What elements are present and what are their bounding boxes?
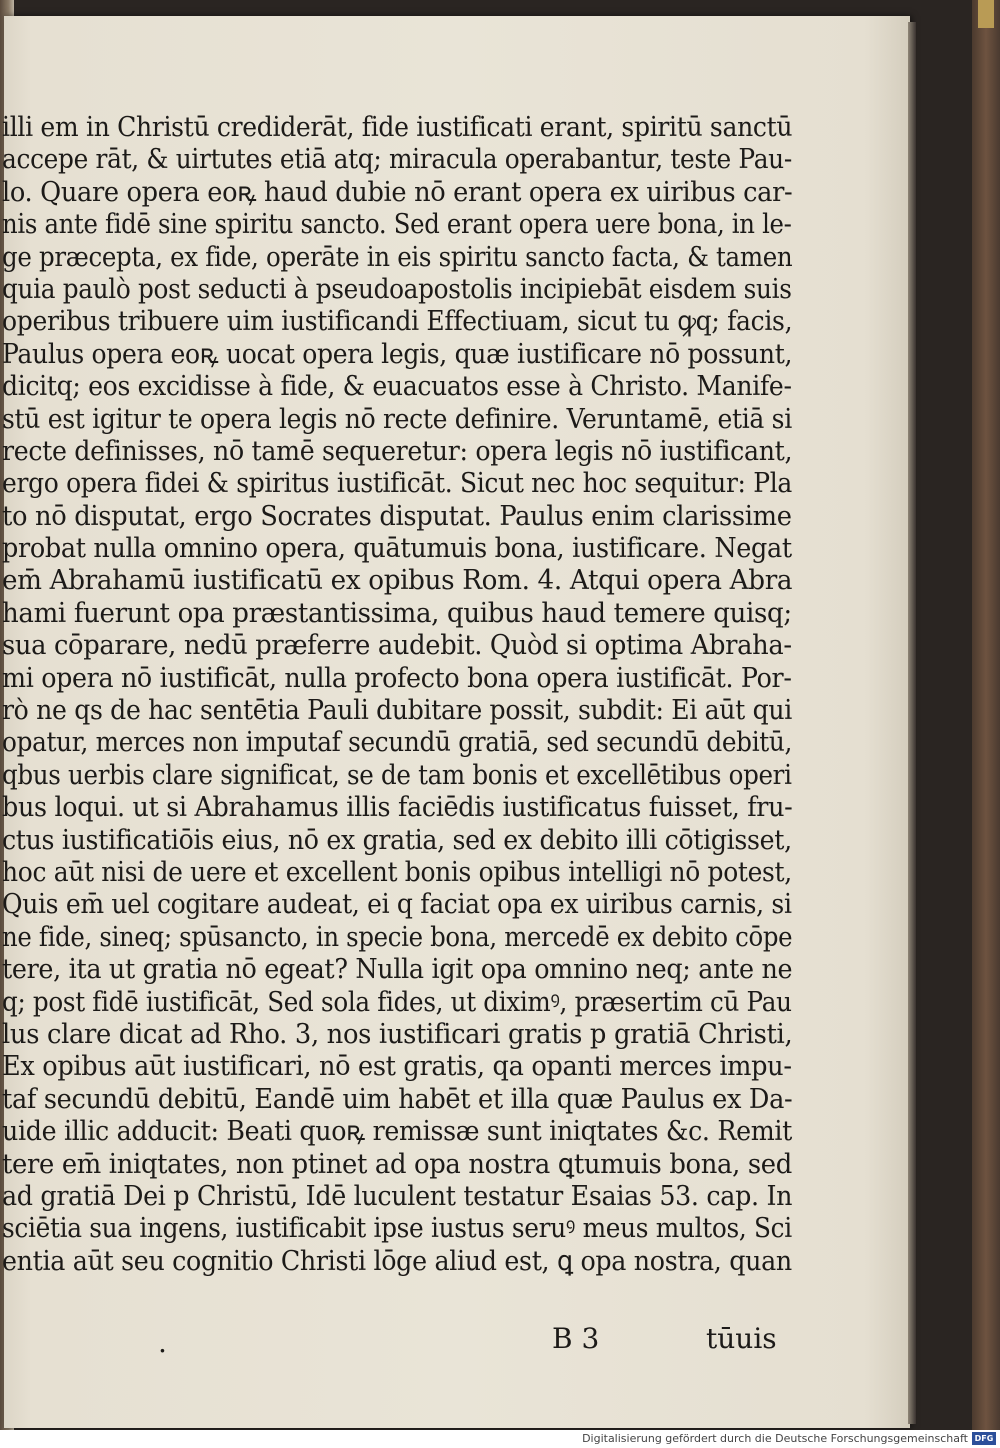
text-line: q; post fidē iustificāt, Sed sola fides, ut diximꝰ, præsertim cū Pau (2, 986, 792, 1018)
text-line: lo. Quare opera eoꝶ haud dubie nō erant opera ex uiribus car- (2, 176, 793, 208)
signature-mark: B 3 (552, 1322, 600, 1355)
text-line: recte definisses, nō tamē sequeretur: opera legis nō iustificant, (2, 435, 793, 467)
text-line: bus loqui. ut si Abrahamus illis faciēdis iustificatus fuisset, fru- (2, 792, 793, 824)
text-line: sua cōparare, nedū præferre audebit. Quòd si optima Abraha- (2, 630, 792, 662)
credit-text: Digitalisierung gefördert durch die Deutsche Forschungsgemeinschaft (582, 1432, 968, 1445)
text-line: ge præcepta, ex fide, operāte in eis spiritu sancto facta, & tamen (2, 241, 793, 273)
text-line: ne fide, sineq; spūsancto, in specie bona, mercedē ex debito cōpe (2, 921, 793, 953)
page-shadow (908, 22, 916, 1424)
text-line: probat nulla omnino opera, quātumuis bona, iustificare. Negat (2, 533, 792, 565)
footer-dot: . (158, 1326, 167, 1359)
text-line: em̄ Abrahamū iustificatū ex opibus Rom. 4. Atqui opera Abra (2, 565, 793, 597)
text-line: hoc aūt nisi de uere et excellent bonis opibus intelligi nō potest, (2, 856, 792, 888)
text-line: taf secundū debitū, Eandē uim habēt et illa quæ Paulus ex Da- (2, 1083, 793, 1115)
text-line: Paulus opera eoꝶ uocat opera legis, quæ iustificare nō possunt, (2, 338, 793, 370)
text-line: Quis em̄ uel cogitare audeat, ei q faciat opa ex uiribus carnis, si (2, 889, 792, 921)
catchword: tūuis (706, 1322, 777, 1355)
text-line: dicitq; eos excidisse à fide, & euacuatos esse à Christo. Manife- (2, 371, 792, 403)
text-line: operibus tribuere uim iustificandi Effectiuam, sicut tu ꝙq; facis, (2, 306, 793, 338)
text-line: stū est igitur te opera legis nō recte definire. Veruntamē, etiā si (2, 403, 792, 435)
text-line: sciētia sua ingens, iustificabit ipse iustus seruꝰ meus multos, Sci (2, 1213, 792, 1245)
text-line: rò ne qs de hac sentētia Pauli dubitare possit, subdit: Ei aūt qui (2, 695, 792, 727)
text-line: uide illic adducit: Beati quoꝶ remissæ sunt iniqtates &c. Remit (2, 1116, 792, 1148)
text-line: illi em in Christū crediderāt, fide iustificati erant, spiritū sanctū (2, 112, 793, 143)
text-line: ctus iustificatiōis eius, nō ex gratia, sed ex debito illi cōtigisset, (2, 824, 792, 856)
text-line: nis ante fidē sine spiritu sancto. Sed erant opera uere bona, in le- (2, 209, 792, 241)
text-line: hami fuerunt opa præstantissima, quibus haud temere quisq; (2, 597, 792, 629)
text-line: entia aūt seu cognitio Christi lōge aliud est, ꝗ opa nostra, quan (2, 1245, 792, 1277)
text-line: quia paulò post seducti à pseudoapostolis incipiebāt eisdem suis (2, 273, 792, 305)
text-line: tere, ita ut gratia nō egeat? Nulla igit opa omnino neq; ante ne (2, 954, 793, 986)
book-spine (972, 0, 1000, 1430)
text-line: Ex opibus aūt iustificari, nō est gratis, qa opanti merces impu- (2, 1051, 792, 1083)
dfg-logo: DFG (972, 1432, 996, 1445)
spine-label (978, 0, 994, 28)
text-line: tere em̄ iniqtates, non ptinet ad opa nostra ꝗtumuis bona, sed (2, 1148, 792, 1180)
text-line: qbus uerbis clare significat, se de tam bonis et excellētibus operi (2, 759, 792, 791)
text-line: accepe rāt, & uirtutes etiā atq; miracula operabantur, teste Pau- (2, 144, 792, 176)
page-footer (0, 1322, 800, 1362)
text-line: to nō disputat, ergo Socrates disputat. Paulus enim clarissime (2, 500, 792, 532)
text-line: ergo opera fidei & spiritus iustificāt. Sicut nec hoc sequitur: Pla (2, 468, 792, 500)
text-line: ad gratiā Dei p Christū, Idē luculent testatur Esaias 53. cap. In (2, 1180, 793, 1212)
text-line: mi opera nō iustificāt, nulla profecto bona opera iustificāt. Por- (2, 662, 792, 694)
body-text (2, 112, 802, 1278)
text-line: lus clare dicat ad Rho. 3, nos iustificari gratis p gratiā Christi, (2, 1018, 793, 1050)
text-line: opatur, merces non imputaf secundū gratiā, sed secundū debitū, (2, 727, 793, 759)
